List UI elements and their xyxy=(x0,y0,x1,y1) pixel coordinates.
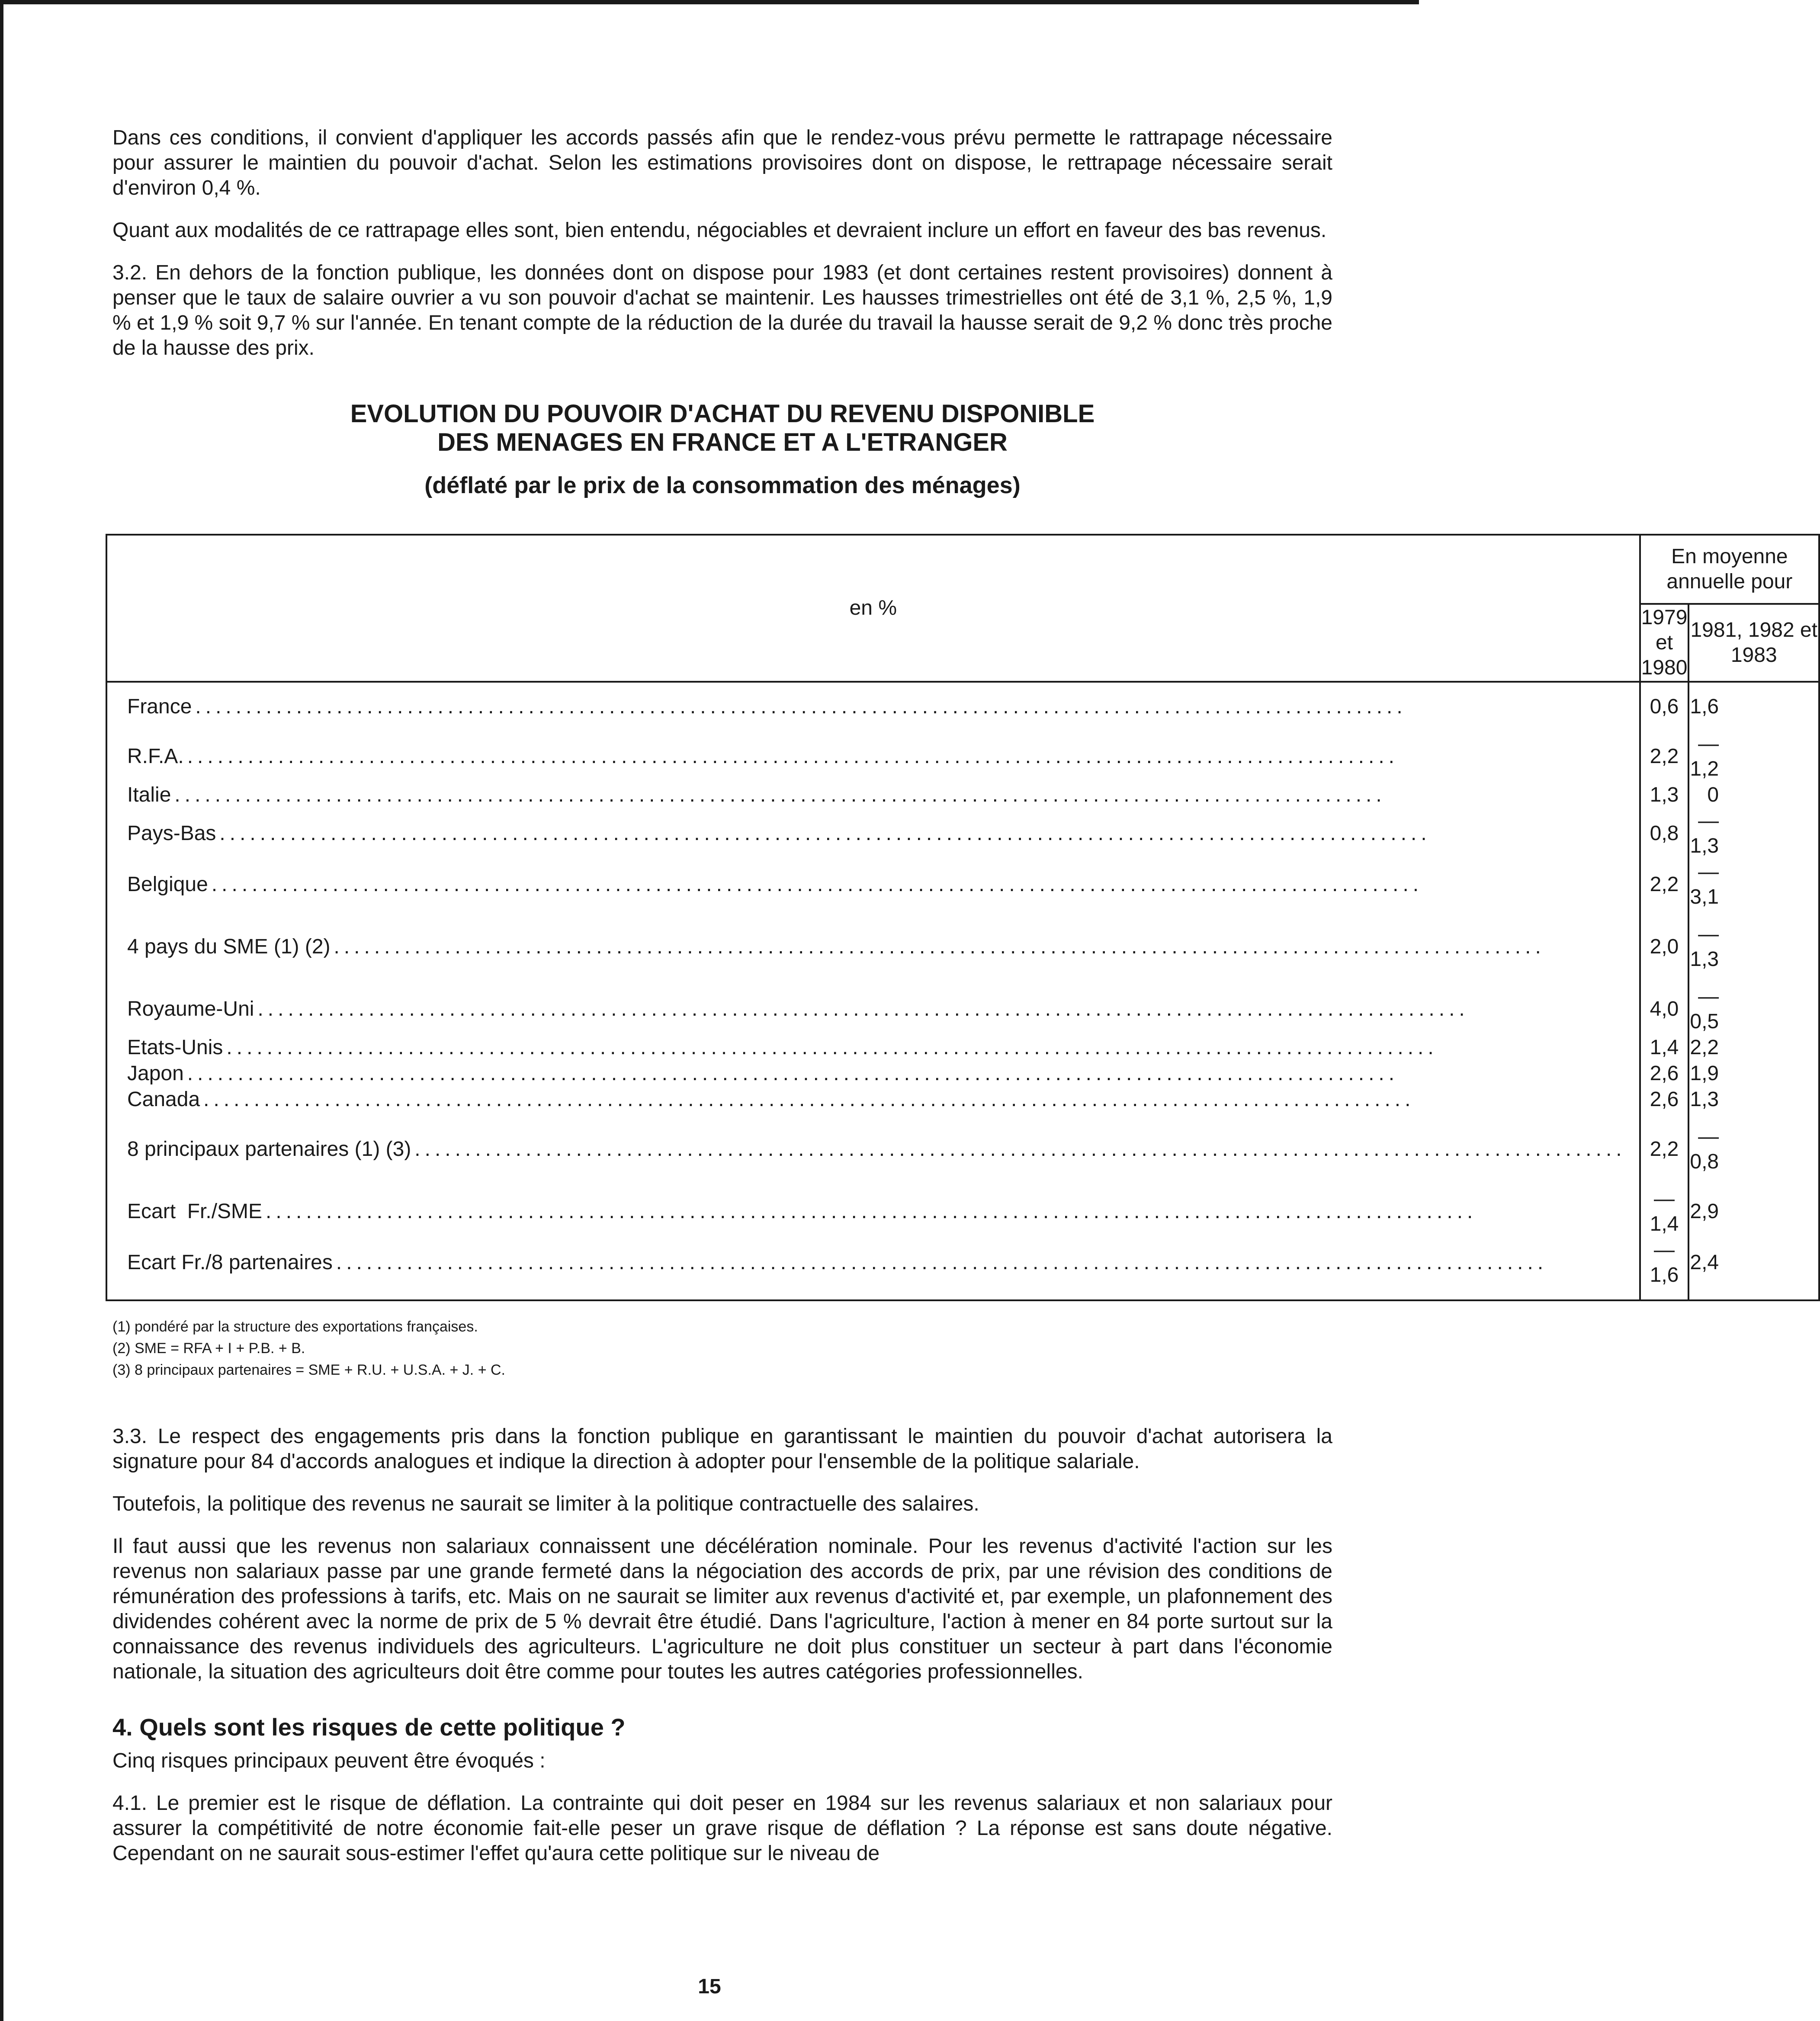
row-label-cell xyxy=(106,1237,1640,1288)
table-row xyxy=(106,984,1819,1035)
value-1979-1980: 0,6 xyxy=(1640,694,1689,720)
row-label: Italie xyxy=(127,783,171,806)
row-label-cell xyxy=(106,859,1640,910)
row-label-cell xyxy=(106,1087,1640,1113)
table-spacer-bottom xyxy=(106,1288,1819,1300)
purchasing-power-table xyxy=(106,534,1820,1301)
table-notes xyxy=(112,1316,1332,1381)
table-row xyxy=(106,1186,1819,1237)
value-1981-1983: 0 xyxy=(1688,782,1819,808)
table-row xyxy=(106,1087,1819,1113)
value-1981-1983: — 0,8 xyxy=(1688,1124,1819,1175)
leader-dots: ........................................................................................................................ xyxy=(187,1062,1399,1085)
row-label-cell xyxy=(106,984,1640,1035)
row-label: Canada xyxy=(127,1088,200,1111)
row-label-cell xyxy=(106,1061,1640,1087)
value-1979-1980: — 1,4 xyxy=(1640,1186,1689,1237)
value-1981-1983: — 0,5 xyxy=(1688,984,1819,1035)
leader-dots: ........................................................................................................................ xyxy=(219,822,1431,845)
paragraph-rattrapage: Dans ces conditions, il convient d'appliquer les accords passés afin que le rendez-vous prévu permette le rattrapage nécessaire pour assurer le maintien du pouvoir d'achat. Selon les estimations provisoires dont on dispose, le rettrapage nécessaire serait d'environ 0,4 %. xyxy=(112,126,1332,199)
row-label-cell xyxy=(106,782,1640,808)
document-page xyxy=(112,125,1818,1866)
table-body xyxy=(106,682,1819,1300)
leader-dots: ........................................................................................................................ xyxy=(257,998,1469,1020)
leader-dots: ........................................................................................................................ xyxy=(226,1036,1438,1059)
leader-dots: ........................................................................................................................ xyxy=(195,695,1407,718)
value-1981-1983: 1,6 xyxy=(1688,694,1819,720)
leader-dots: ........................................................................................................................ xyxy=(336,1251,1548,1274)
paragraph-4-1: 4.1. Le premier est le risque de déflation. La contrainte qui doit peser en 1984 sur les revenus salariaux et non salariaux pour assurer la compétitivité de notre économie fait-elle peser un grave risque de déflation ? La réponse est sans doute négative. Cependant on ne saurait sous-estimer l'effet qu'aura cette politique sur le niveau de xyxy=(112,1792,1332,1865)
page-border-top xyxy=(0,0,1419,4)
value-1981-1983: 1,9 xyxy=(1688,1061,1819,1087)
leader-dots: ........................................................................................................................ xyxy=(187,745,1399,768)
table-row xyxy=(106,808,1819,859)
value-1981-1983: 1,3 xyxy=(1688,1087,1819,1113)
value-1981-1983: — 3,1 xyxy=(1688,859,1819,910)
table-spacer xyxy=(106,1113,1819,1124)
row-label-cell xyxy=(106,1035,1640,1061)
value-1979-1980: 2,2 xyxy=(1640,859,1689,910)
paragraph-toutefois: Toutefois, la politique des revenus ne saurait se limiter à la politique contractuelle des salaires. xyxy=(112,1492,979,1515)
row-label: Royaume-Uni xyxy=(127,998,254,1020)
value-1981-1983: — 1,2 xyxy=(1688,731,1819,782)
value-1979-1980: 2,2 xyxy=(1640,731,1689,782)
row-label: Pays-Bas xyxy=(127,822,216,845)
row-label: Ecart Fr./SME xyxy=(127,1200,263,1223)
note-2: (2) SME = RFA + I + P.B. + B. xyxy=(112,1340,305,1357)
table-row xyxy=(106,1061,1819,1087)
table-row xyxy=(106,694,1819,720)
value-1981-1983: 2,4 xyxy=(1688,1237,1819,1288)
table-spacer xyxy=(106,720,1819,731)
value-1981-1983: — 1,3 xyxy=(1688,921,1819,972)
table-subtitle: (déflaté par le prix de la consommation des ménages) xyxy=(424,472,1021,498)
table-title xyxy=(112,400,1332,457)
leader-dots: ........................................................................................................................ xyxy=(334,935,1545,958)
value-1979-1980: 2,6 xyxy=(1640,1087,1689,1113)
table-row xyxy=(106,859,1819,910)
table-row xyxy=(106,1035,1819,1061)
column-header-1979-1980: 1979 et 1980 xyxy=(1640,604,1689,682)
row-label-cell xyxy=(106,808,1640,859)
value-1979-1980: 0,8 xyxy=(1640,808,1689,859)
section-4-intro: Cinq risques principaux peuvent être évoqués : xyxy=(112,1749,546,1772)
paragraph-3-2: 3.2. En dehors de la fonction publique, les données dont on dispose pour 1983 (et dont certaines restent provisoires) donnent à penser que le taux de salaire ouvrier a vu son pouvoir d'achat se maintenir. Les hausses trimestrielles ont été de 3,1 %, 2,5 %, 1,9 % et 1,9 % soit 9,7 % sur l'année. En tenant compte de la réduction de la durée du travail la hausse serait de 9,2 % donc très proche de la hausse des prix. xyxy=(112,261,1332,359)
row-label-cell xyxy=(106,1124,1640,1175)
row-label-cell xyxy=(106,694,1640,720)
row-label: France xyxy=(127,695,192,718)
table-title-line-1: EVOLUTION DU POUVOIR D'ACHAT DU REVENU DISPONIBLE xyxy=(350,400,1095,428)
note-3: (3) 8 principaux partenaires = SME + R.U. + U.S.A. + J. + C. xyxy=(112,1362,505,1378)
section-4-heading: 4. Quels sont les risques de cette politique ? xyxy=(112,1713,626,1741)
table-row xyxy=(106,921,1819,972)
row-label: 4 pays du SME (1) (2) xyxy=(127,935,331,958)
table-row xyxy=(106,1124,1819,1175)
value-1979-1980: 1,4 xyxy=(1640,1035,1689,1061)
value-1981-1983: — 1,3 xyxy=(1688,808,1819,859)
row-label: 8 principaux partenaires (1) (3) xyxy=(127,1138,411,1161)
table-row xyxy=(106,1237,1819,1288)
table-row xyxy=(106,731,1819,782)
table-row xyxy=(106,782,1819,808)
row-label-cell xyxy=(106,921,1640,972)
column-header-1981-1983: 1981, 1982 et 1983 xyxy=(1688,604,1819,682)
row-label: Ecart Fr./8 partenaires xyxy=(127,1251,333,1274)
paragraph-modalites: Quant aux modalités de ce rattrapage elles sont, bien entendu, négociables et devraient inclure un effort en faveur des bas revenus. xyxy=(112,219,1327,242)
leader-dots: ........................................................................................................................ xyxy=(414,1138,1626,1161)
row-label-cell xyxy=(106,1186,1640,1237)
table-spacer-top xyxy=(106,682,1819,694)
table-spacer xyxy=(106,972,1819,984)
paragraph-3-3: 3.3. Le respect des engagements pris dans la fonction publique en garantissant le maintien du pouvoir d'achat autorisera la signature pour 84 d'accords analogues et indique la direction à adopter pour l'ensemble de la politique salariale. xyxy=(112,1425,1332,1473)
row-label: Etats-Unis xyxy=(127,1036,223,1059)
table-spacer xyxy=(106,1175,1819,1186)
value-1979-1980: 4,0 xyxy=(1640,984,1689,1035)
row-label: R.F.A. xyxy=(127,745,184,768)
table-unit-header: en % xyxy=(106,535,1640,682)
leader-dots: ........................................................................................................................ xyxy=(174,783,1386,806)
leader-dots: ........................................................................................................................ xyxy=(211,873,1423,896)
value-1979-1980: 2,2 xyxy=(1640,1124,1689,1175)
value-1979-1980: 2,0 xyxy=(1640,921,1689,972)
value-1981-1983: 2,9 xyxy=(1688,1186,1819,1237)
page-border-left xyxy=(0,0,3,2021)
row-label: Belgique xyxy=(127,873,208,896)
table-title-line-2: DES MENAGES EN FRANCE ET A L'ETRANGER xyxy=(437,428,1008,456)
value-1979-1980: 1,3 xyxy=(1640,782,1689,808)
table-group-header: En moyenne annuelle pour xyxy=(1640,535,1820,604)
note-1: (1) pondéré par la structure des exportations françaises. xyxy=(112,1318,478,1335)
value-1981-1983: 2,2 xyxy=(1688,1035,1819,1061)
row-label-cell xyxy=(106,731,1640,782)
paragraph-non-salariaux: Il faut aussi que les revenus non salariaux connaissent une décélération nominale. Pour les revenus d'activité l'action sur les revenus non salariaux passe par une grande fermeté dans la négociation des accords de prix, par une révision des conditions de rémunération des professions à tarifs, etc. Mais on ne saurait se limiter aux revenus d'activité et, par exemple, un plafonnement des dividendes cohérent avec la norme de prix de 5 % devrait être étudié. Dans l'agriculture, l'action à mener en 84 porte surtout sur la connaissance des revenus individuels des agriculteurs. L'agriculture ne doit plus constituer un secteur à part dans l'économie nationale, la situation des agriculteurs doit être comme pour toutes les autres catégories professionnelles. xyxy=(112,1535,1332,1683)
leader-dots: ........................................................................................................................ xyxy=(203,1088,1415,1111)
leader-dots: ........................................................................................................................ xyxy=(266,1200,1477,1223)
page-number: 15 xyxy=(698,1975,721,1998)
value-1979-1980: — 1,6 xyxy=(1640,1237,1689,1288)
row-label: Japon xyxy=(127,1062,184,1085)
table-spacer xyxy=(106,910,1819,921)
value-1979-1980: 2,6 xyxy=(1640,1061,1689,1087)
